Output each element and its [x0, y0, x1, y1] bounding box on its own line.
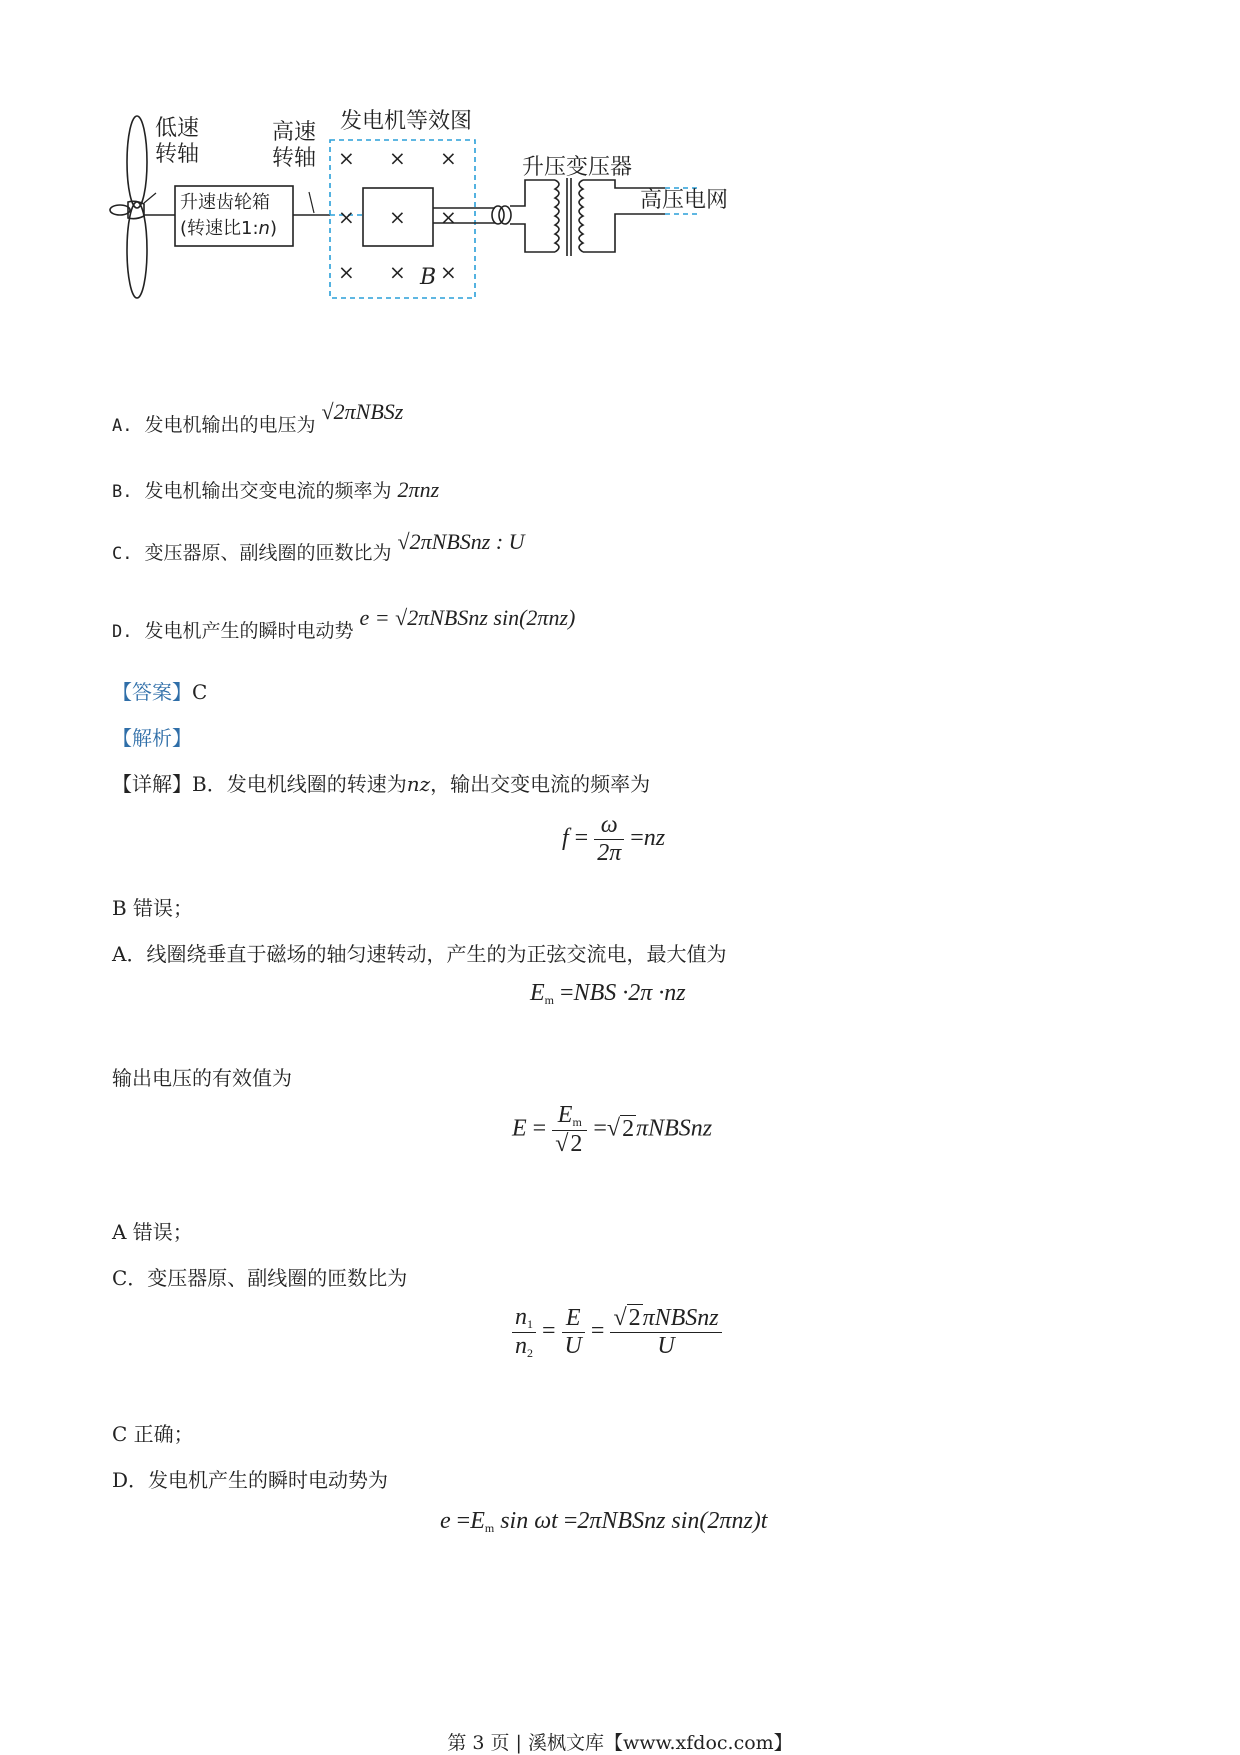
field-label-b: B: [420, 265, 437, 290]
detail-a-wrong: A 错误；: [112, 1220, 193, 1244]
option-text: 发电机产生的瞬时电动势: [144, 620, 354, 642]
detail-c-intro: C．变压器原、副线圈的匝数比为: [112, 1266, 408, 1290]
detail-label: 【详解】: [112, 772, 192, 796]
field-cross: ×: [338, 146, 355, 170]
label-high-speed-line2: 转轴: [272, 146, 317, 171]
answer-line: [112, 676, 207, 705]
eq-root: 2: [622, 1115, 635, 1142]
option-math: √2πNBSnz : U: [397, 529, 525, 554]
field-cross: ×: [389, 205, 406, 229]
eq-numerator: E: [562, 1305, 585, 1333]
option-a: [112, 399, 404, 437]
eq-root: 2: [628, 1305, 641, 1331]
eq-denominator: U: [564, 1333, 582, 1359]
eq-subscript: m: [484, 1521, 495, 1535]
grid-label: 高压电网: [640, 188, 729, 213]
detail-a-intro2: 输出电压的有效值为: [112, 1066, 292, 1090]
field-cross: ×: [440, 146, 457, 170]
eq-lhs: f: [562, 825, 569, 852]
detail-c-right: C 正确；: [112, 1422, 194, 1446]
transformer-title: 升压变压器: [522, 155, 633, 180]
gearbox-ratio-close: ): [269, 218, 277, 239]
eq-root: 2: [570, 1131, 583, 1157]
detail-b-intro: [112, 768, 650, 797]
label-high-speed-line1: 高速: [272, 120, 317, 145]
eq-rhs: 2πNBSnz sin(2πnz)t: [577, 1508, 768, 1534]
eq-denominator: √2: [555, 1131, 583, 1157]
eq-lhs: E: [530, 980, 545, 1006]
eq-rhs: πNBSnz: [636, 1115, 713, 1142]
eq-rhs: NBS ·2π ·nz: [573, 980, 686, 1006]
eq-numerator: [552, 1102, 587, 1131]
answer-label: 【答案】: [112, 680, 192, 704]
label-low-speed-shaft: [155, 116, 199, 168]
option-d: [112, 605, 576, 643]
option-text: 发电机输出的电压为: [144, 414, 316, 436]
gearbox-ratio-n: n: [258, 218, 270, 239]
option-math: 2πnz: [397, 477, 440, 502]
detail-b-var: nz: [406, 772, 431, 796]
field-cross: ×: [440, 260, 457, 284]
eq-fraction: [594, 812, 624, 867]
option-c: [112, 529, 525, 565]
equation-frequency: f = $\frac{\omega}{2\pi}$ =nz: [562, 812, 666, 866]
eq-subscript: 1: [527, 1317, 533, 1331]
eq-subscript: m: [572, 1115, 582, 1129]
detail-b-text2: ，输出交变电流的频率为: [430, 772, 651, 796]
generator-title: 发电机等效图: [340, 109, 473, 134]
option-letter: B.: [112, 482, 133, 502]
propeller-icon: [110, 116, 147, 298]
eq-e: E: [470, 1508, 485, 1534]
field-cross: ×: [338, 260, 355, 284]
gearbox-ratio-text: (转速比1:: [180, 218, 259, 239]
option-letter: D.: [112, 622, 133, 642]
eq-denominator: 2π: [597, 840, 622, 866]
field-cross: ×: [389, 260, 406, 284]
eq-lhs: e: [440, 1508, 451, 1534]
gearbox-label-line2: [180, 216, 277, 242]
label-low-speed-line2: 转轴: [155, 142, 200, 167]
gearbox-label-line1: 升速齿轮箱: [180, 192, 270, 213]
eq-n: n: [515, 1304, 527, 1330]
eq-fraction: [512, 1304, 536, 1361]
analysis-label: 【解析】: [112, 726, 192, 750]
option-math: e = √2πNBSnz sin(2πnz): [359, 605, 576, 630]
label-low-speed-line1: 低速: [155, 116, 200, 141]
eq-subscript: m: [544, 993, 555, 1007]
field-cross: ×: [338, 205, 355, 229]
detail-b-wrong: B 错误；: [112, 896, 194, 920]
eq-mid: sin ωt: [500, 1508, 558, 1534]
eq-fraction: [562, 1305, 585, 1360]
eq-denominator: [512, 1333, 536, 1361]
detail-a-intro: A．线圈绕垂直于磁场的轴匀速转动，产生的为正弦交流电，最大值为: [112, 942, 727, 966]
eq-fraction: [610, 1305, 721, 1360]
detail-b-text1: B．发电机线圈的转速为: [192, 772, 407, 796]
label-high-speed-shaft: [272, 120, 316, 172]
eq-n: n: [515, 1333, 527, 1359]
option-letter: C.: [112, 544, 133, 564]
eq-rhs: πNBSnz: [642, 1305, 719, 1331]
gearbox-label: [180, 190, 277, 242]
eq-numerator: ω: [594, 812, 624, 840]
answer-value: C: [192, 680, 208, 704]
eq-rhs: nz: [643, 825, 666, 852]
eq-subscript: 2: [527, 1346, 533, 1360]
detail-d-intro: D．发电机产生的瞬时电动势为: [112, 1468, 389, 1492]
eq-fraction: [552, 1102, 587, 1158]
eq-lhs: E: [512, 1115, 527, 1142]
equation-peak-emf: $E_m =NBS \cdot 2\pi \cdot nz$: [530, 980, 686, 1007]
eq-denominator: U: [657, 1333, 675, 1359]
field-cross: ×: [440, 205, 457, 229]
option-b: [112, 476, 439, 503]
eq-numerator: [512, 1304, 536, 1333]
option-text: 变压器原、副线圈的匝数比为: [144, 542, 392, 564]
option-text: 发电机输出交变电流的频率为: [144, 480, 392, 502]
option-math: √2πNBSz: [321, 399, 404, 424]
field-cross: ×: [389, 146, 406, 170]
eq-numerator: √2πNBSnz: [610, 1305, 721, 1333]
eq-num-e: E: [557, 1102, 573, 1128]
equation-rms-voltage: E = $\frac{E_m}{√2}$ =√2πNBSnz: [512, 1102, 713, 1157]
equation-instantaneous-emf: $e =E_m$ sin ωt =2πNBSnz sin(2πnz)t: [440, 1508, 768, 1535]
option-letter: A.: [112, 416, 133, 436]
equation-turns-ratio: $\frac{n_1}{n_2}$ = $\frac{E}{U}$ = $\frac{\text{√2πNBSnz}}{U}$: [512, 1304, 722, 1361]
page-footer: 第 3 页 | 溪枫文库【www.xfdoc.com】: [447, 1732, 793, 1754]
